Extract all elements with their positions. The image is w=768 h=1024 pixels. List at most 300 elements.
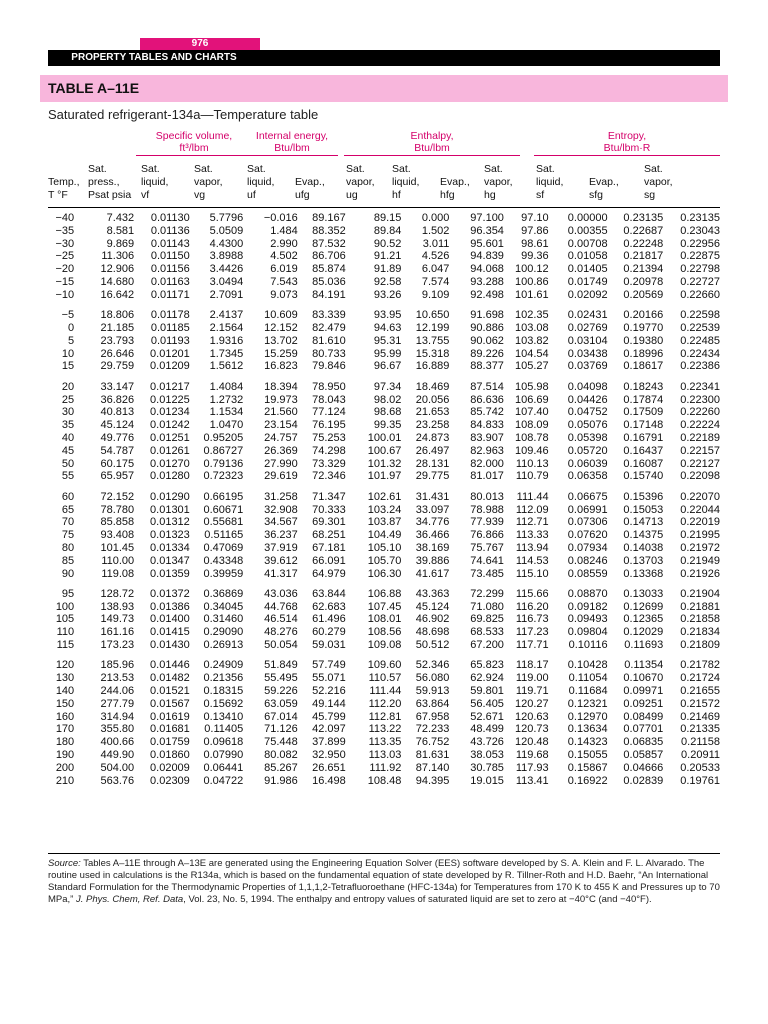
table-cell: 80.733 — [312, 347, 346, 360]
table-cell: 0.15867 — [567, 761, 608, 774]
table-cell: 94.068 — [470, 263, 504, 276]
table-cell: 82.963 — [470, 444, 504, 457]
table-cell: 0.17874 — [623, 393, 664, 406]
table-cell: 0.22598 — [680, 309, 720, 322]
table-cell: 0.16437 — [623, 444, 664, 457]
table-cell: 59.226 — [264, 685, 298, 698]
table-cell: 6.047 — [421, 263, 450, 276]
table-cell: 0.11054 — [568, 672, 608, 685]
table-cell: 0.01359 — [150, 567, 190, 580]
table-cell: 55.495 — [264, 672, 298, 685]
table-cell: 1.0470 — [209, 419, 244, 432]
table-cell: 119.68 — [515, 749, 549, 762]
table-cell: 0.01280 — [150, 470, 190, 483]
table-cell: −10 — [55, 288, 75, 301]
table-cell: 0.01446 — [150, 659, 190, 672]
table-cell: 0.01521 — [150, 685, 190, 698]
table-cell: 119.08 — [101, 567, 135, 580]
table-cell: 41.617 — [415, 567, 450, 580]
table-cell: 120.48 — [515, 736, 549, 749]
table-row — [48, 335, 720, 348]
table-cell: 31.258 — [264, 490, 298, 503]
table-cell: 65.823 — [470, 659, 504, 672]
table-cell: 16.498 — [312, 774, 346, 787]
table-cell: 0.00000 — [567, 212, 608, 224]
table-cell: 4.502 — [270, 250, 298, 263]
table-cell: 90 — [61, 567, 75, 580]
table-cell: 65.957 — [100, 470, 135, 483]
table-cell: 0.06675 — [567, 490, 608, 503]
col-sf: Sat. liquid, sf — [536, 163, 564, 201]
table-cell: 99.36 — [521, 250, 549, 263]
table-cell: 0.08499 — [623, 710, 664, 723]
table-cell: 97.100 — [470, 212, 504, 224]
table-cell: 116.73 — [515, 613, 549, 626]
table-cell: 73.329 — [312, 457, 346, 470]
table-cell: 33.147 — [100, 380, 135, 393]
table-cell: 101.45 — [100, 541, 135, 554]
table-cell: 0.13033 — [623, 587, 664, 600]
table-cell: 114.53 — [515, 554, 549, 567]
col-temp: Temp., T °F — [48, 176, 80, 201]
source-footnote — [48, 858, 720, 906]
table-cell: 82.000 — [470, 457, 504, 470]
table-cell: 0.01312 — [150, 516, 190, 529]
table-cell: 50.054 — [264, 639, 298, 652]
table-cell: 46.514 — [264, 613, 298, 626]
table-cell: 0.07620 — [567, 529, 608, 542]
table-cell: 1.484 — [270, 224, 298, 237]
table-cell: 0.22189 — [680, 431, 720, 444]
table-cell: 0.36869 — [203, 587, 244, 600]
table-cell: 45.799 — [312, 710, 346, 723]
table-cell: 108.78 — [515, 431, 549, 444]
table-cell: 173.23 — [100, 639, 135, 652]
table-cell: 32.908 — [264, 503, 298, 516]
table-cell: 73.485 — [470, 567, 504, 580]
table-cell: 102.61 — [367, 490, 402, 503]
table-cell: 0.22341 — [680, 380, 720, 393]
table-cell: 0.13703 — [623, 554, 664, 567]
group-specific-volume: Specific volume, ft³/lbm — [136, 130, 252, 154]
table-cell: 0.21572 — [680, 697, 720, 710]
table-row — [48, 580, 720, 600]
table-cell: 0.08559 — [567, 567, 608, 580]
table-cell: 0.20911 — [681, 749, 720, 762]
table-cell: 1.4084 — [209, 380, 244, 393]
table-cell: 105.27 — [515, 360, 549, 373]
table-cell: 105.10 — [367, 541, 402, 554]
table-cell: 95.31 — [373, 334, 402, 347]
table-cell: 0.21972 — [680, 541, 720, 554]
table-cell: 78.988 — [470, 503, 504, 516]
table-cell: 0.21469 — [680, 710, 720, 723]
table-cell: 0.22386 — [680, 360, 720, 373]
table-cell: 19.015 — [470, 774, 504, 787]
table-cell: 0.05857 — [623, 749, 664, 762]
table-cell: 98.61 — [521, 237, 549, 250]
table-cell: 98.68 — [373, 406, 402, 419]
table-cell: 0.05720 — [567, 444, 608, 457]
table-cell: 30 — [61, 406, 75, 419]
table-cell: 110.57 — [368, 672, 402, 685]
table-row — [48, 432, 720, 445]
table-cell: 0.08246 — [567, 554, 608, 567]
table-cell: 63.844 — [312, 587, 346, 600]
table-cell: 80.082 — [264, 749, 298, 762]
table-row — [48, 542, 720, 555]
table-cell: −40 — [55, 212, 75, 224]
table-cell: 57.749 — [312, 659, 346, 672]
table-cell: 107.40 — [515, 406, 549, 419]
table-cell: 12.199 — [415, 321, 450, 334]
table-cell: 59.913 — [415, 685, 450, 698]
table-cell: 0.07990 — [203, 749, 244, 762]
table-row — [48, 458, 720, 471]
table-cell: 0.21356 — [203, 672, 244, 685]
table-cell: 85.874 — [312, 263, 346, 276]
table-cell: 0.34045 — [203, 600, 244, 613]
table-cell: 115.66 — [515, 587, 549, 600]
table-cell: 0.18996 — [623, 347, 664, 360]
table-cell: 109.08 — [367, 639, 402, 652]
table-cell: 15 — [61, 360, 75, 373]
table-cell: 0.21335 — [680, 723, 720, 736]
table-cell: 13.755 — [415, 334, 450, 347]
table-cell: 112.09 — [515, 503, 549, 516]
table-cell: 119.00 — [515, 672, 549, 685]
table-cell: 0.01143 — [150, 237, 190, 250]
table-cell: 0.01430 — [150, 639, 190, 652]
table-cell: 161.16 — [100, 626, 135, 639]
table-cell: 23.258 — [415, 419, 450, 432]
table-cell: 190 — [55, 749, 75, 762]
table-cell: 18.806 — [100, 309, 135, 322]
table-cell: 90.886 — [470, 321, 504, 334]
table-cell: 51.849 — [264, 659, 298, 672]
table-cell: 0.01058 — [567, 250, 608, 263]
table-cell: 0.22127 — [680, 457, 720, 470]
table-row — [48, 639, 720, 652]
table-cell: 52.346 — [415, 659, 450, 672]
table-cell: 112.71 — [515, 516, 549, 529]
table-cell: 0.22019 — [680, 516, 720, 529]
table-cell: 104.49 — [367, 529, 402, 542]
table-cell: 0.04722 — [203, 774, 244, 787]
table-cell: 449.90 — [100, 749, 135, 762]
table-cell: 5.7796 — [209, 212, 244, 224]
table-cell: 0.16087 — [623, 457, 664, 470]
table-cell: 0.21858 — [680, 613, 720, 626]
table-cell: 67.958 — [415, 710, 450, 723]
table-cell: 2.990 — [270, 237, 298, 250]
table-cell: −5 — [61, 309, 75, 322]
table-cell: 39.886 — [415, 554, 450, 567]
col-pressure: Sat. press., Psat psia — [88, 163, 132, 201]
table-cell: 77.939 — [470, 516, 504, 529]
table-cell: 88.377 — [470, 360, 504, 373]
table-cell: 150 — [55, 697, 75, 710]
table-cell: 113.03 — [368, 749, 402, 762]
table-cell: 42.097 — [312, 723, 346, 736]
table-cell: 29.619 — [264, 470, 298, 483]
table-row — [48, 225, 720, 238]
table-cell: 120.27 — [515, 697, 549, 710]
table-row — [48, 762, 720, 775]
table-cell: 0.09182 — [567, 600, 608, 613]
table-row — [48, 504, 720, 517]
table-cell: 314.94 — [100, 710, 135, 723]
table-cell: 0.21949 — [680, 554, 720, 567]
table-cell: 56.080 — [415, 672, 450, 685]
table-cell: 0.01619 — [150, 710, 190, 723]
table-cell: 45 — [61, 444, 75, 457]
table-cell: 55 — [61, 470, 75, 483]
footnote-label: Source: — [48, 858, 81, 869]
table-cell: 0.02309 — [150, 774, 190, 787]
table-cell: 0.22434 — [680, 347, 720, 360]
table-row — [48, 652, 720, 672]
table-cell: 0.55681 — [203, 516, 244, 529]
table-cell: 0.23135 — [680, 212, 720, 224]
table-cell: 0.22260 — [680, 406, 720, 419]
table-cell: 3.011 — [422, 237, 450, 250]
table-row — [48, 529, 720, 542]
table-cell: 93.26 — [373, 288, 402, 301]
table-cell: 0.01201 — [150, 347, 190, 360]
table-cell: 65 — [61, 503, 75, 516]
table-cell: −25 — [55, 250, 75, 263]
table-cell: 100.67 — [367, 444, 402, 457]
table-cell: 0.22687 — [623, 224, 664, 237]
table-cell: 87.514 — [470, 380, 504, 393]
table-cell: 0.02769 — [567, 321, 608, 334]
table-cell: 0.10116 — [568, 639, 608, 652]
table-cell: 0.01400 — [150, 613, 190, 626]
table-cell: 43.036 — [264, 587, 298, 600]
table-cell: 118.17 — [515, 659, 549, 672]
table-cell: 0.01482 — [150, 672, 190, 685]
table-cell: 200 — [55, 761, 75, 774]
table-cell: 75 — [61, 529, 75, 542]
table-cell: 0.31460 — [203, 613, 244, 626]
table-cell: 0.20569 — [623, 288, 664, 301]
table-cell: 0.01217 — [150, 380, 190, 393]
table-row — [48, 775, 720, 788]
table-row — [48, 406, 720, 419]
table-cell: 0.19380 — [623, 334, 664, 347]
table-cell: 72.152 — [100, 490, 135, 503]
table-cell: 64.979 — [312, 567, 346, 580]
table-cell: 2.4137 — [209, 309, 244, 322]
table-cell: 1.1534 — [209, 406, 244, 419]
table-cell: 0.22539 — [680, 321, 720, 334]
table-cell: 94.395 — [415, 774, 450, 787]
table-cell: 0.01156 — [150, 263, 190, 276]
table-cell: 75.448 — [264, 736, 298, 749]
table-cell: 0.13368 — [623, 567, 664, 580]
table-cell: 0.22798 — [680, 263, 720, 276]
table-row — [48, 749, 720, 762]
table-cell: 68.533 — [470, 626, 504, 639]
table-cell: 0.09971 — [623, 685, 664, 698]
table-cell: 0.47069 — [203, 541, 244, 554]
table-cell: 3.8988 — [209, 250, 244, 263]
table-cell: 30.785 — [470, 761, 504, 774]
table-cell: 0.01334 — [150, 541, 190, 554]
table-cell: 21.185 — [100, 321, 135, 334]
table-cell: 0.21394 — [623, 263, 664, 276]
table-cell: 0.22956 — [680, 237, 720, 250]
table-cell: 0.11405 — [204, 723, 244, 736]
col-hf: Sat. liquid, hf — [392, 163, 420, 201]
table-cell: 0.14713 — [623, 516, 664, 529]
table-cell: 115 — [56, 639, 75, 652]
table-cell: 27.990 — [264, 457, 298, 470]
table-row — [48, 723, 720, 736]
table-cell: 38.169 — [415, 541, 450, 554]
table-cell: 0.01242 — [150, 419, 190, 432]
table-cell: 0.12365 — [623, 613, 664, 626]
table-cell: 93.408 — [100, 529, 135, 542]
table-cell: 3.4426 — [209, 263, 244, 276]
table-caption: Saturated refrigerant-134a—Temperature table — [48, 107, 319, 122]
table-cell: 70 — [61, 516, 75, 529]
table-cell: 110 — [56, 626, 75, 639]
table-cell: 80 — [61, 541, 75, 554]
table-cell: 72.346 — [312, 470, 346, 483]
table-cell: 103.87 — [367, 516, 402, 529]
col-vf: Sat. liquid, vf — [141, 163, 169, 201]
footnote-text2: , Vol. 23, No. 5, 1994. The enthalpy and entropy values of saturated liquid are set to zero at −40°C (and −40°F). — [183, 894, 652, 905]
table-cell: 69.825 — [470, 613, 504, 626]
table-cell: 0.51165 — [204, 529, 244, 542]
table-cell: 0.01323 — [150, 529, 190, 542]
table-cell: 36.826 — [100, 393, 135, 406]
col-ug: Sat. vapor, ug — [346, 163, 375, 201]
table-row — [48, 250, 720, 263]
table-cell: 0.09251 — [623, 697, 664, 710]
table-cell: 92.58 — [373, 275, 402, 288]
table-cell: 0.07934 — [567, 541, 608, 554]
table-cell: 69.301 — [312, 516, 346, 529]
table-cell: 0.15396 — [623, 490, 664, 503]
table-cell: 0.22248 — [623, 237, 664, 250]
table-cell: 101.97 — [367, 470, 402, 483]
table-cell: 0.19770 — [623, 321, 664, 334]
col-uf: Sat. liquid, uf — [247, 163, 275, 201]
table-cell: 113.33 — [515, 529, 549, 542]
table-cell: 4.4300 — [209, 237, 244, 250]
table-cell: 0.02839 — [623, 774, 664, 787]
table-cell: 40 — [61, 431, 75, 444]
table-cell: 0.29090 — [203, 626, 244, 639]
table-cell: 82.479 — [312, 321, 346, 334]
table-cell: 61.496 — [312, 613, 346, 626]
table-cell: 101.32 — [367, 457, 402, 470]
table-cell: 0.02431 — [567, 309, 608, 322]
table-cell: 2.1564 — [209, 321, 244, 334]
column-groups — [48, 130, 720, 160]
table-cell: 0.66195 — [203, 490, 244, 503]
col-sfg: Evap., sfg — [589, 176, 619, 201]
table-cell: 75.767 — [470, 541, 504, 554]
table-cell: 0.21995 — [680, 529, 720, 542]
table-cell: 0.09804 — [567, 626, 608, 639]
table-cell: 0.04666 — [623, 761, 664, 774]
table-cell: 75.253 — [312, 431, 346, 444]
table-cell: 0 — [68, 321, 75, 334]
table-cell: 0.01681 — [150, 723, 190, 736]
table-cell: 50.512 — [415, 639, 450, 652]
table-cell: 113.94 — [515, 541, 549, 554]
table-cell: 0.11693 — [624, 639, 664, 652]
table-cell: 0.21904 — [680, 587, 720, 600]
table-cell: 113.22 — [368, 723, 402, 736]
table-cell: 117.93 — [515, 761, 549, 774]
table-cell: 71.347 — [312, 490, 346, 503]
table-cell: 2.7091 — [209, 288, 244, 301]
table-cell: 83.907 — [470, 431, 504, 444]
table-cell: 32.950 — [312, 749, 346, 762]
table-cell: 1.9316 — [209, 334, 244, 347]
group-enthalpy: Enthalpy, Btu/lbm — [344, 130, 520, 154]
table-cell: 72.299 — [470, 587, 504, 600]
table-cell: 76.195 — [312, 419, 346, 432]
table-row — [48, 289, 720, 302]
table-cell: 48.698 — [415, 626, 450, 639]
table-cell: 563.76 — [100, 774, 135, 787]
table-cell: 60 — [61, 490, 75, 503]
footnote-journal: J. Phys. Chem, Ref. Data — [73, 894, 184, 905]
table-cell: 140 — [55, 685, 75, 698]
table-cell: 16.642 — [100, 288, 135, 301]
table-cell: 1.7345 — [209, 347, 244, 360]
table-cell: 0.01301 — [150, 503, 190, 516]
table-cell: 0.43348 — [203, 554, 244, 567]
table-cell: 86.706 — [312, 250, 346, 263]
table-row — [48, 568, 720, 581]
group-internal-energy: Internal energy, Btu/lbm — [246, 130, 338, 154]
table-cell: 0.01251 — [150, 431, 190, 444]
table-cell: 0.07701 — [623, 723, 664, 736]
table-cell: 36.237 — [264, 529, 298, 542]
table-row — [48, 212, 720, 225]
table-cell: 0.10428 — [567, 659, 608, 672]
table-cell: 91.698 — [470, 309, 504, 322]
table-cell: 0.12970 — [567, 710, 608, 723]
table-cell: 112.20 — [368, 697, 402, 710]
table-cell: 0.01130 — [150, 212, 190, 224]
table-cell: 15.259 — [264, 347, 298, 360]
table-cell: 0.16791 — [623, 431, 664, 444]
table-cell: 0.23043 — [680, 224, 720, 237]
table-row — [48, 419, 720, 432]
table-cell: 16.889 — [415, 360, 450, 373]
table-cell: 0.06039 — [567, 457, 608, 470]
table-cell: 0.24909 — [203, 659, 244, 672]
table-cell: 9.109 — [421, 288, 450, 301]
table-cell: 0.01225 — [150, 393, 190, 406]
table-cell: 68.251 — [312, 529, 346, 542]
table-cell: 0.11354 — [624, 659, 664, 672]
table-cell: 0.79136 — [203, 457, 244, 470]
table-cell: 170 — [55, 723, 75, 736]
table-cell: 76.752 — [415, 736, 450, 749]
table-cell: 74.641 — [470, 554, 504, 567]
table-cell: 45.124 — [100, 419, 135, 432]
table-cell: 0.21158 — [681, 736, 720, 749]
